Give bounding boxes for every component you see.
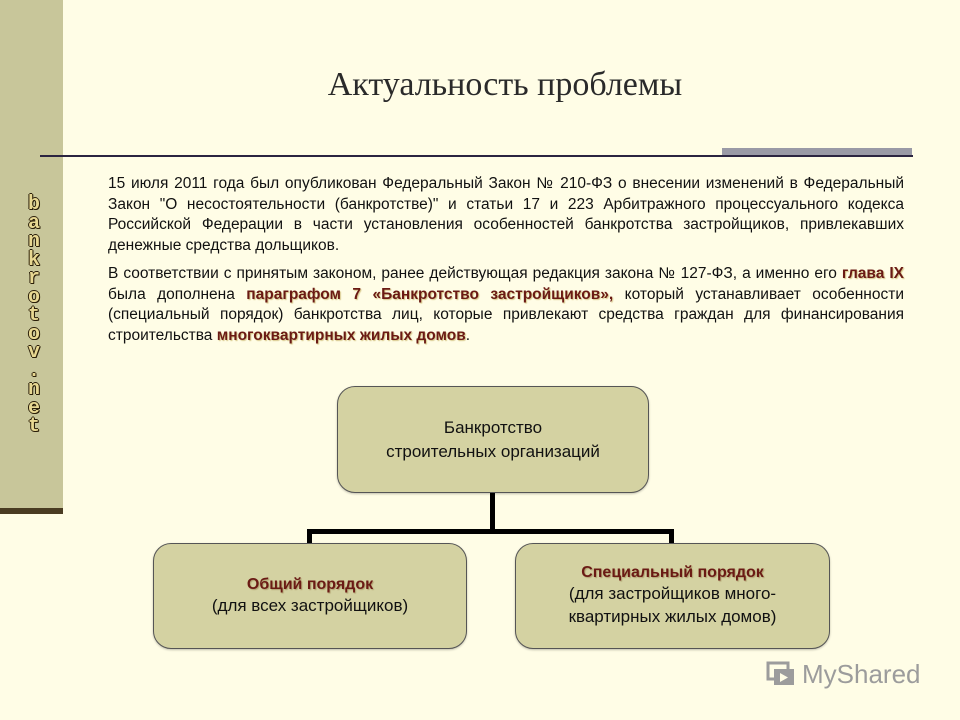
sidebar-bottom-rule [0, 508, 63, 514]
paragraph-1: 15 июля 2011 года был опубликован Федеральный Закон № 210-ФЗ о внесении изменений в Федеральный Закон "О несостоятельности (банкротстве)" и статьи 17 и 223 Арбитражного процессуального кодекса Российской Федерации в части установления особенностей банкротства застройщиков, привлекавших денежные средства дольщиков. [108, 175, 904, 254]
paragraph-2-text-b: была дополнена [108, 285, 247, 303]
connector-vertical-left [307, 529, 312, 544]
general-procedure-title: Общий порядок [246, 575, 374, 593]
sidebar-vertical-text: b a n k r o t o v . n e t [27, 193, 40, 438]
title-underline [40, 155, 913, 157]
diagram-special-box [515, 543, 830, 649]
highlight-buildings: многоквартирных жилых домов [216, 326, 466, 344]
watermark-logo [766, 658, 926, 690]
general-procedure-subtitle: (для всех застройщиков) [211, 595, 409, 615]
paragraph-2-text-a: В соответствии с принятым законом, ранее действующая редакция закона № 127-ФЗ, а именно его [108, 265, 842, 282]
watermark-text: MyShared [802, 658, 921, 689]
special-procedure-line1: (для застройщиков много- [568, 584, 777, 603]
root-label-line2: строительных организаций [386, 441, 600, 461]
slideshow-icon [766, 659, 796, 689]
paragraph-2 [108, 264, 904, 346]
root-label-line1: Банкротство [443, 417, 543, 437]
connector-horizontal [307, 529, 674, 534]
paragraph-2-text-c: который устанавливает особенности (специальный порядок) банкротства лиц, которые привлекают средства граждан для финансирования строительства [108, 285, 904, 344]
slide-title: Актуальность проблемы [327, 66, 683, 103]
highlight-chapter: глава IX [841, 265, 905, 282]
connector-vertical-right [669, 529, 674, 544]
connector-vertical-root [490, 491, 495, 531]
highlight-paragraph: параграфом 7 «Банкротство застройщиков», [246, 285, 614, 303]
slide-body [108, 174, 904, 354]
special-procedure-line2: квартирных жилых домов) [568, 607, 777, 626]
special-procedure-title: Специальный порядок [581, 564, 764, 581]
diagram-general-box [153, 543, 467, 649]
title-accent-bar [722, 148, 912, 155]
diagram-root-box [337, 386, 649, 493]
paragraph-2-text-d: . [465, 326, 471, 344]
